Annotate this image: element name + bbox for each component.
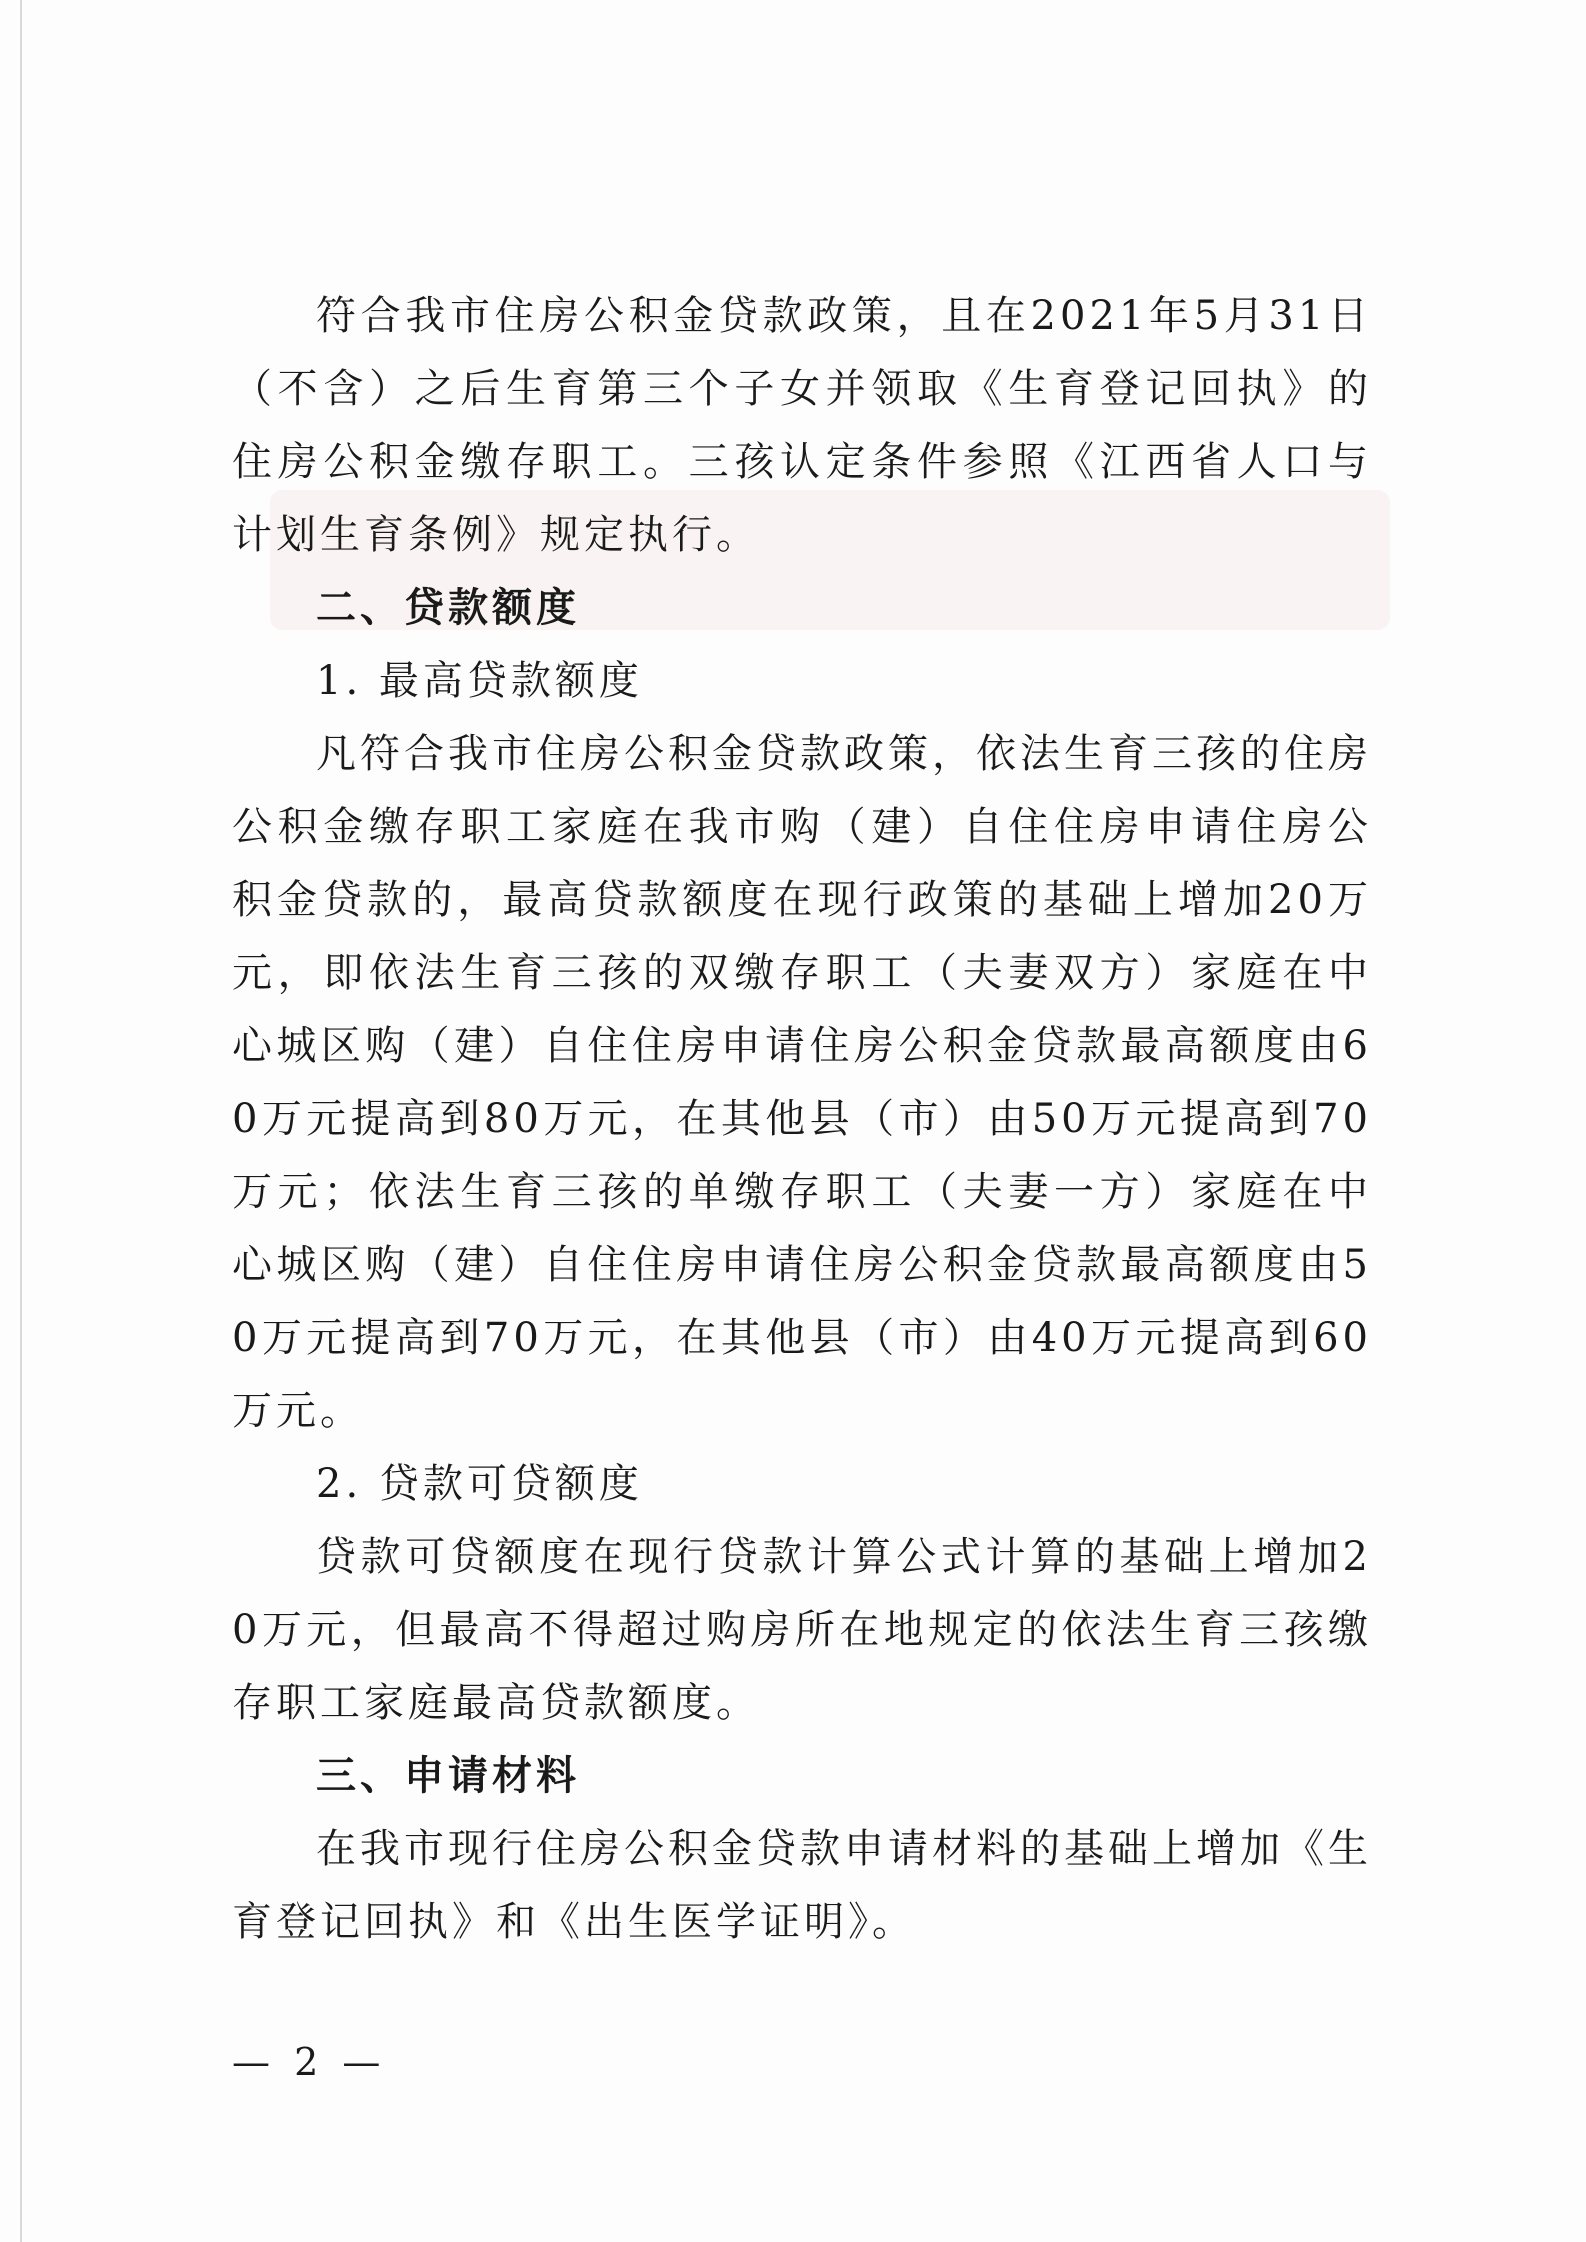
page-number: — 2 — (232, 2040, 387, 2084)
paragraph-eligibility: 符合我市住房公积金贷款政策，且在2021年5月31日（不含）之后生育第三个子女并领取《生育登记回执》的住房公积金缴存职工。三孩认定条件参照《江西省人口与计划生育条例》规定执行。 (232, 293, 1372, 558)
paragraph-available-loan: 贷款可贷额度在现行贷款计算公式计算的基础上增加20万元，但最高不得超过购房所在地规定的依法生育三孩缴存职工家庭最高贷款额度。 (232, 1534, 1372, 1726)
subheading-available-loan: 2. 贷款可贷额度 (316, 1461, 643, 1507)
subheading-max-loan: 1. 最高贷款额度 (316, 658, 643, 704)
paragraph-application-materials: 在我市现行住房公积金贷款申请材料的基础上增加《生育登记回执》和《出生医学证明》。 (232, 1826, 1372, 1945)
heading-application-materials: 三、申请材料 (316, 1753, 580, 1799)
document-body (232, 280, 1372, 1959)
scan-edge (20, 0, 22, 2242)
paragraph-max-loan: 凡符合我市住房公积金贷款政策，依法生育三孩的住房公积金缴存职工家庭在我市购（建）自住住房申请住房公积金贷款的，最高贷款额度在现行政策的基础上增加20万元，即依法生育三孩的双缴存职工（夫妻双方）家庭在中心城区购（建）自住住房申请住房公积金贷款最高额度由60万元提高到80万元，在其他县（市）由50万元提高到70万元；依法生育三孩的单缴存职工（夫妻一方）家庭在中心城区购（建）自住住房申请住房公积金贷款最高额度由50万元提高到70万元，在其他县（市）由40万元提高到60万元。 (232, 731, 1372, 1434)
heading-loan-amount: 二、贷款额度 (316, 585, 580, 631)
